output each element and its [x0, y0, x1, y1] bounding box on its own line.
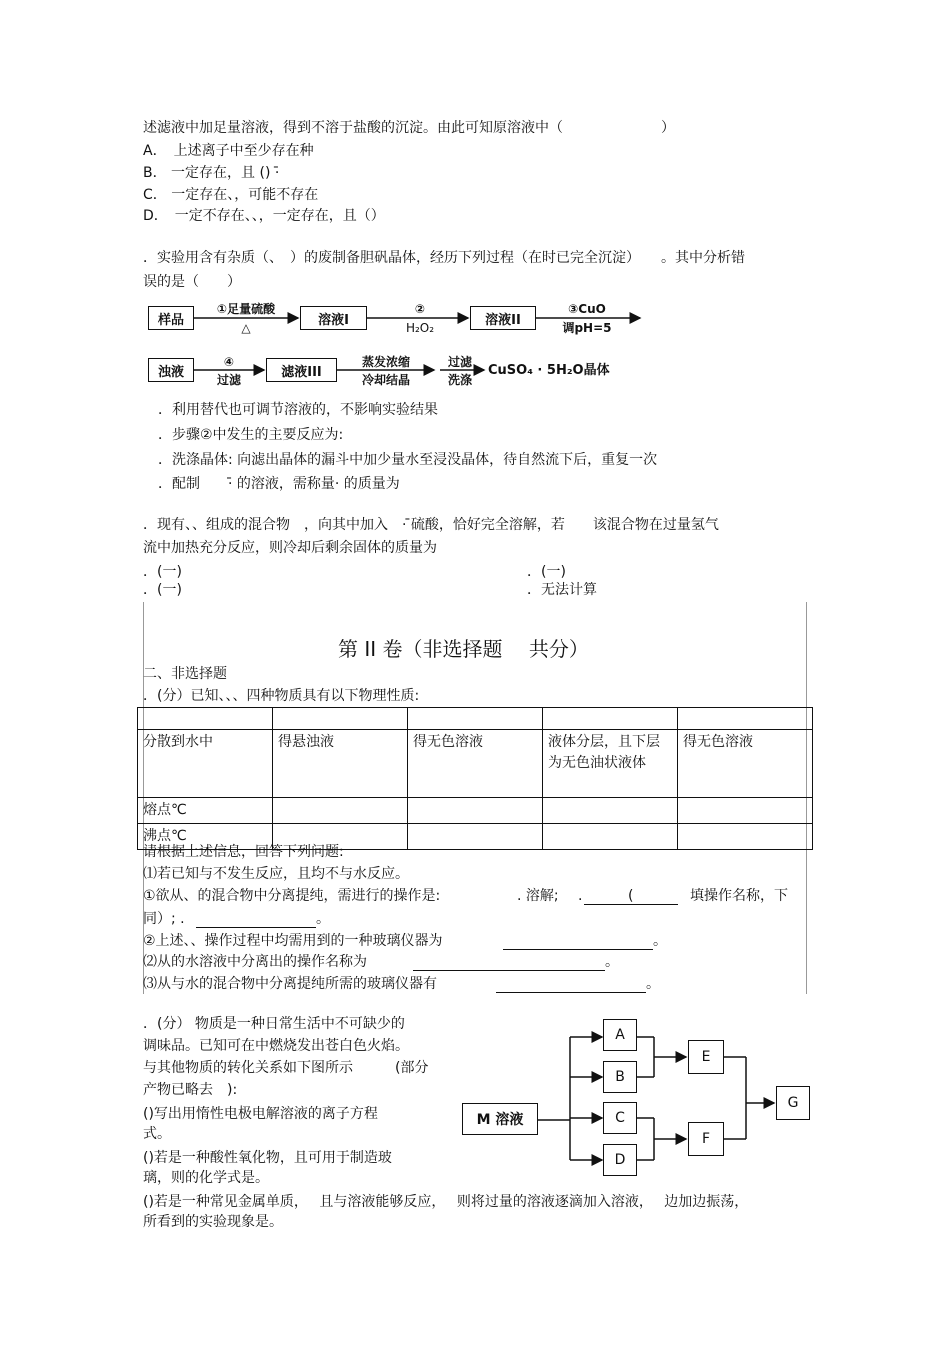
option-b: ．(一) [527, 564, 566, 580]
section-heading: 二、非选择题 [143, 666, 227, 682]
option-b: ．步骤②中发生的主要反应为: [158, 427, 344, 443]
flow-step4-condition: 过滤 [216, 373, 241, 387]
flow-box-solution2: 溶液II [470, 306, 536, 330]
question-text: 与其他物质的转化关系如下图所示 (部分 [143, 1060, 429, 1076]
option-d: ．无法计算 [527, 582, 597, 598]
option-d: ．配制 ·̄ 的溶液，需称量· 的质量为 [158, 476, 400, 492]
table-cell [273, 708, 408, 730]
question-stem-cont: 误的是（ ） [143, 274, 241, 290]
question-stem: ．现有、、组成的混合物 ，向其中加入 · ̄硫酸，恰好完全溶解，若 该混合物在过量氢气 [143, 517, 719, 533]
question-stem: ．(分）已知、、、四种物质具有以下物理性质: [143, 688, 420, 704]
table-cell [543, 824, 678, 850]
question-text: 所看到的实验现象是。 [143, 1214, 283, 1230]
flow-step3-condition: 调pH=5 [562, 321, 612, 335]
question-text: 式。 [143, 1126, 171, 1142]
table-cell [408, 708, 543, 730]
question-text: ()写出用惰性电极电解溶液的离子方程 [143, 1106, 378, 1122]
option-c: ．洗涤晶体: 向滤出晶体的漏斗中加少量水至浸没晶体，待自然流下后，重复一次 [158, 452, 658, 468]
answer-blank[interactable] [496, 974, 646, 999]
flow-step1-condition: △ [241, 321, 251, 335]
part-title: 第 II 卷（非选择题 共分） [338, 637, 589, 661]
table-row [138, 708, 813, 730]
table-cell: 分散到水中 [138, 730, 273, 798]
option-d: D． 一定不存在、、，一定存在，且（） [143, 208, 385, 224]
question-text: ⑵从的水溶液中分离出的操作名称为 [143, 954, 367, 970]
question-stem: ．(分） 物质是一种日常生活中不可缺少的 [143, 1016, 405, 1032]
diagram-node-m: M 溶液 [462, 1103, 538, 1135]
table-row [138, 798, 813, 824]
diagram-node-a: A [603, 1019, 637, 1051]
flow-box-solution1: 溶液I [300, 306, 367, 330]
diagram-node-f: F [688, 1122, 724, 1156]
question-text: 。 [653, 933, 667, 949]
option-b: B． 一定存在，且 () ·̄ [143, 165, 280, 181]
table-cell [678, 798, 813, 824]
table-cell [408, 798, 543, 824]
table-cell [543, 798, 678, 824]
flow-step2-reagent: H₂O₂ [405, 321, 435, 335]
table-cell: 得悬浊液 [273, 730, 408, 798]
flow-box-filtrate3: 滤液III [266, 358, 337, 382]
diagram-node-d: D [603, 1144, 637, 1176]
question-text: 。 [316, 911, 330, 927]
question-text: 产物已略去 ): [143, 1082, 238, 1098]
option-a: ．利用替代也可调节溶液的，不影响实验结果 [158, 402, 438, 418]
table-cell: 得无色溶液 [408, 730, 543, 798]
question-text: 同）; . [143, 911, 185, 927]
question-text: . [578, 888, 583, 904]
table-row [138, 730, 813, 798]
question-text: 填操作名称，下 [690, 888, 788, 904]
flow-box-sample: 样品 [148, 306, 194, 330]
question-text: ()若是一种酸性氧化物，且可用于制造玻 [143, 1150, 392, 1166]
question-text: ( [628, 888, 634, 904]
diagram-node-g: G [776, 1086, 810, 1120]
question-text: ()若是一种常见金属单质， 且与溶液能够反应， 则将过量的溶液逐滴加入溶液， 边加边振荡， [143, 1194, 749, 1210]
question-stem: 述滤液中加足量溶液，得到不溶于盐酸的沉淀。由此可知原溶液中（ ） [143, 120, 675, 136]
table-cell [138, 708, 273, 730]
table-cell: 液体分层，且下层为无色油状液体 [543, 730, 678, 798]
question-text: ⑴若已知与不发生反应，且均不与水反应。 [143, 866, 409, 882]
question-text: ⑶从与水的混合物中分离提纯所需的玻璃仪器有 [143, 976, 437, 992]
question-text: 调味品。已知可在中燃烧发出苍白色火焰。 [143, 1038, 409, 1054]
option-a: ．(一) [143, 564, 182, 580]
question-text: ②上述、、操作过程中均需用到的一种玻璃仪器为 [143, 933, 443, 949]
question-text: 璃，则的化学式是。 [143, 1170, 269, 1186]
option-a: A． 上述离子中至少存在种 [143, 143, 314, 159]
diagram-node-c: C [603, 1102, 637, 1134]
flow-step5-label: 蒸发浓缩 [361, 355, 410, 369]
flow-step1-label: ①足量硫酸 [216, 302, 276, 316]
option-c: ．(一) [143, 582, 182, 598]
question-text: 。 [646, 976, 660, 992]
table-cell: 沸点℃ [138, 824, 273, 850]
flow-step3-label: ③CuO [568, 302, 606, 316]
question-stem-cont: 流中加热充分反应，则冷却后剩余固体的质量为 [143, 540, 437, 556]
flow-product: CuSO₄ · 5H₂O晶体 [488, 363, 610, 378]
question-text: 。 [605, 954, 619, 970]
flow-step4-label: ④ [223, 355, 235, 369]
table-cell: 熔点℃ [138, 798, 273, 824]
process-flow-arrows [0, 0, 950, 400]
flow-step6-condition: 洗涤 [447, 373, 472, 387]
flow-step2-label: ② [414, 302, 426, 316]
table-cell: 得无色溶液 [678, 730, 813, 798]
table-cell [408, 824, 543, 850]
diagram-node-b: B [603, 1061, 637, 1093]
question-text: ①欲从、的混合物中分离提纯，需进行的操作是: [143, 888, 441, 904]
flow-step6-label: 过滤 [447, 355, 472, 369]
question-stem: ．实验用含有杂质（、 ）的废制备胆矾晶体，经历下列过程（在时已完全沉淀） 。其中分析错 [143, 250, 745, 266]
question-text: 请根据上述信息，回答下列问题: [143, 844, 344, 860]
table-cell [678, 708, 813, 730]
table-cell [543, 708, 678, 730]
flow-box-turbid: 浊液 [148, 358, 194, 382]
question-text: . 溶解; [517, 888, 559, 904]
flow-step5-condition: 冷却结晶 [361, 373, 410, 387]
table-cell [678, 824, 813, 850]
table-cell [273, 798, 408, 824]
properties-table [137, 707, 813, 850]
option-c: C． 一定存在、，可能不存在 [143, 187, 319, 203]
diagram-node-e: E [688, 1040, 724, 1074]
